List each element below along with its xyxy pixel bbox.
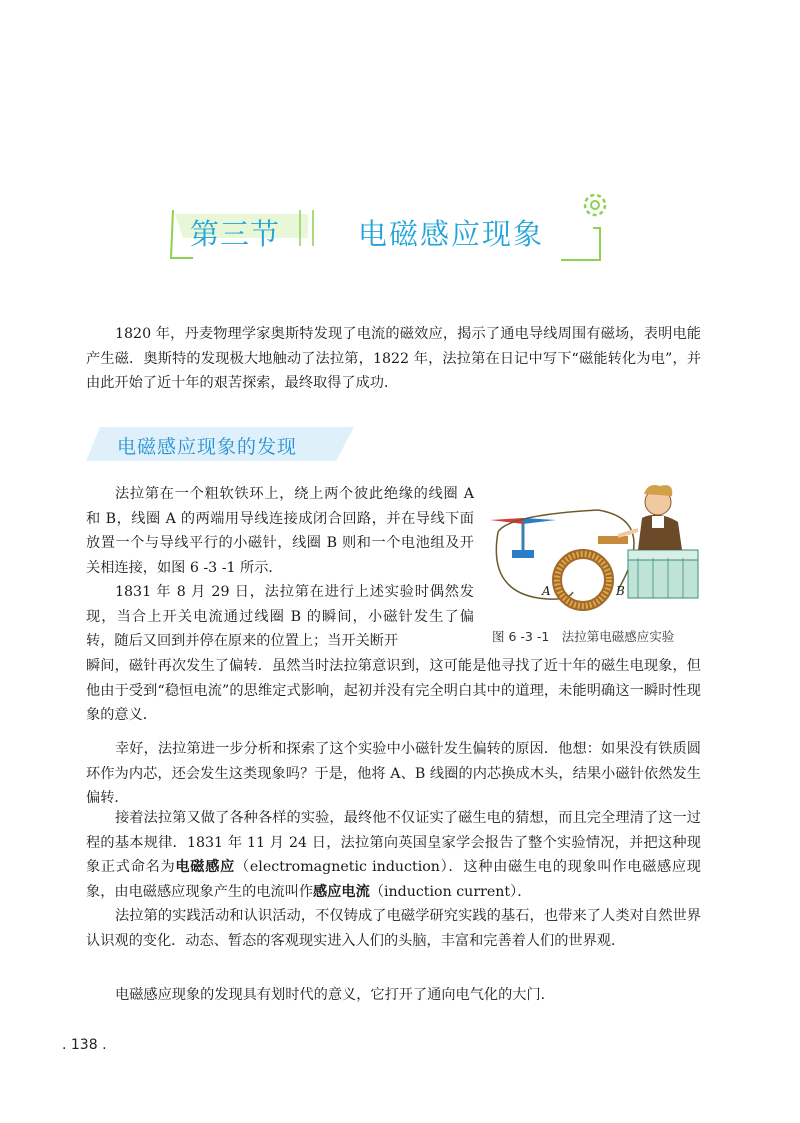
paragraph-1: 法拉第在一个粗软铁环上，绕上两个彼此绝缘的线圈 A 和 B，线圈 A 的两端用导线连接成闭合回路，并在导线下面放置一个与导线平行的小磁针，线圈 B 则和一个电池组及开关相连接，如图 6 -3 -1 所示． [86, 486, 474, 576]
figure-label-b: B [616, 584, 625, 598]
paragraph-4-post: （induction current）． [369, 883, 532, 900]
paragraph-2a: 1831 年 8 月 29 日，法拉第在进行上述实验时偶然发现，当合上开关电流通过线圈 B 的瞬间，小磁针发生了偏转，随后又回到并停在原来的位置上；当开关断开 [86, 584, 474, 649]
paragraph-6: 电磁感应现象的发现具有划时代的意义，它打开了通向电气化的大门． [115, 987, 555, 1003]
paragraph-4-mid: （electromagnetic induction）．这种由磁生电的现象叫作电磁感应现象，由电磁感应现象产生的电流叫作 [86, 859, 701, 900]
paragraph-4 [86, 806, 701, 904]
section-number: 第三节 [190, 217, 281, 251]
paragraph-5: 法拉第的实践活动和认识活动，不仅铸成了电磁学研究实践的基石，也带来了人类对自然世界认识观的变化．动态、暂态的客观现实进入人们的头脑，丰富和完善着人们的世界观． [86, 908, 701, 949]
figure-caption: 图 6 -3 -1 法拉第电磁感应实验 [492, 629, 675, 644]
paragraph-4-pre: 接着法拉第又做了各种各样的实验，最终他不仅证实了磁生电的猜想，而且完全理清了这一过程的基本规律．1831 年 11 月 24 日，法拉第向英国皇家学会报告了整个实验情况，并把这种现象正式命名为 [86, 810, 701, 875]
subsection-title: 电磁感应现象的发现 [117, 436, 298, 458]
paragraph-2b: 瞬间，磁针再次发生了偏转．虽然当时法拉第意识到，这可能是他寻找了近十年的磁生电现象，但他由于受到“稳恒电流”的思维定式影响，起初并没有完全明白其中的道理，未能明确这一瞬时性现象的意义． [86, 658, 701, 723]
section-title: 电磁感应现象 [358, 217, 545, 251]
paragraph-3: 幸好，法拉第进一步分析和探索了这个实验中小磁针发生偏转的原因．他想：如果没有铁质圆环作为内芯，还会发生这类现象吗？于是，他将 A、B 线圈的内芯换成木头，结果小磁针依然发生偏转． [86, 741, 701, 806]
intro-paragraph: 1820 年，丹麦物理学家奥斯特发现了电流的磁效应，揭示了通电导线周围有磁场，表明电能产生磁．奥斯特的发现极大地触动了法拉第，1822 年，法拉第在日记中写下“磁能转化为电”，并由此开始了近十年的艰苦探索，最终取得了成功． [86, 326, 702, 391]
keyword-induction-current: 感应电流 [313, 883, 370, 900]
faraday-experiment-figure [478, 480, 703, 620]
figure-label-a: A [542, 584, 551, 598]
page-number: . 138 . [62, 1037, 107, 1053]
keyword-electromagnetic-induction: 电磁感应 [175, 859, 236, 875]
